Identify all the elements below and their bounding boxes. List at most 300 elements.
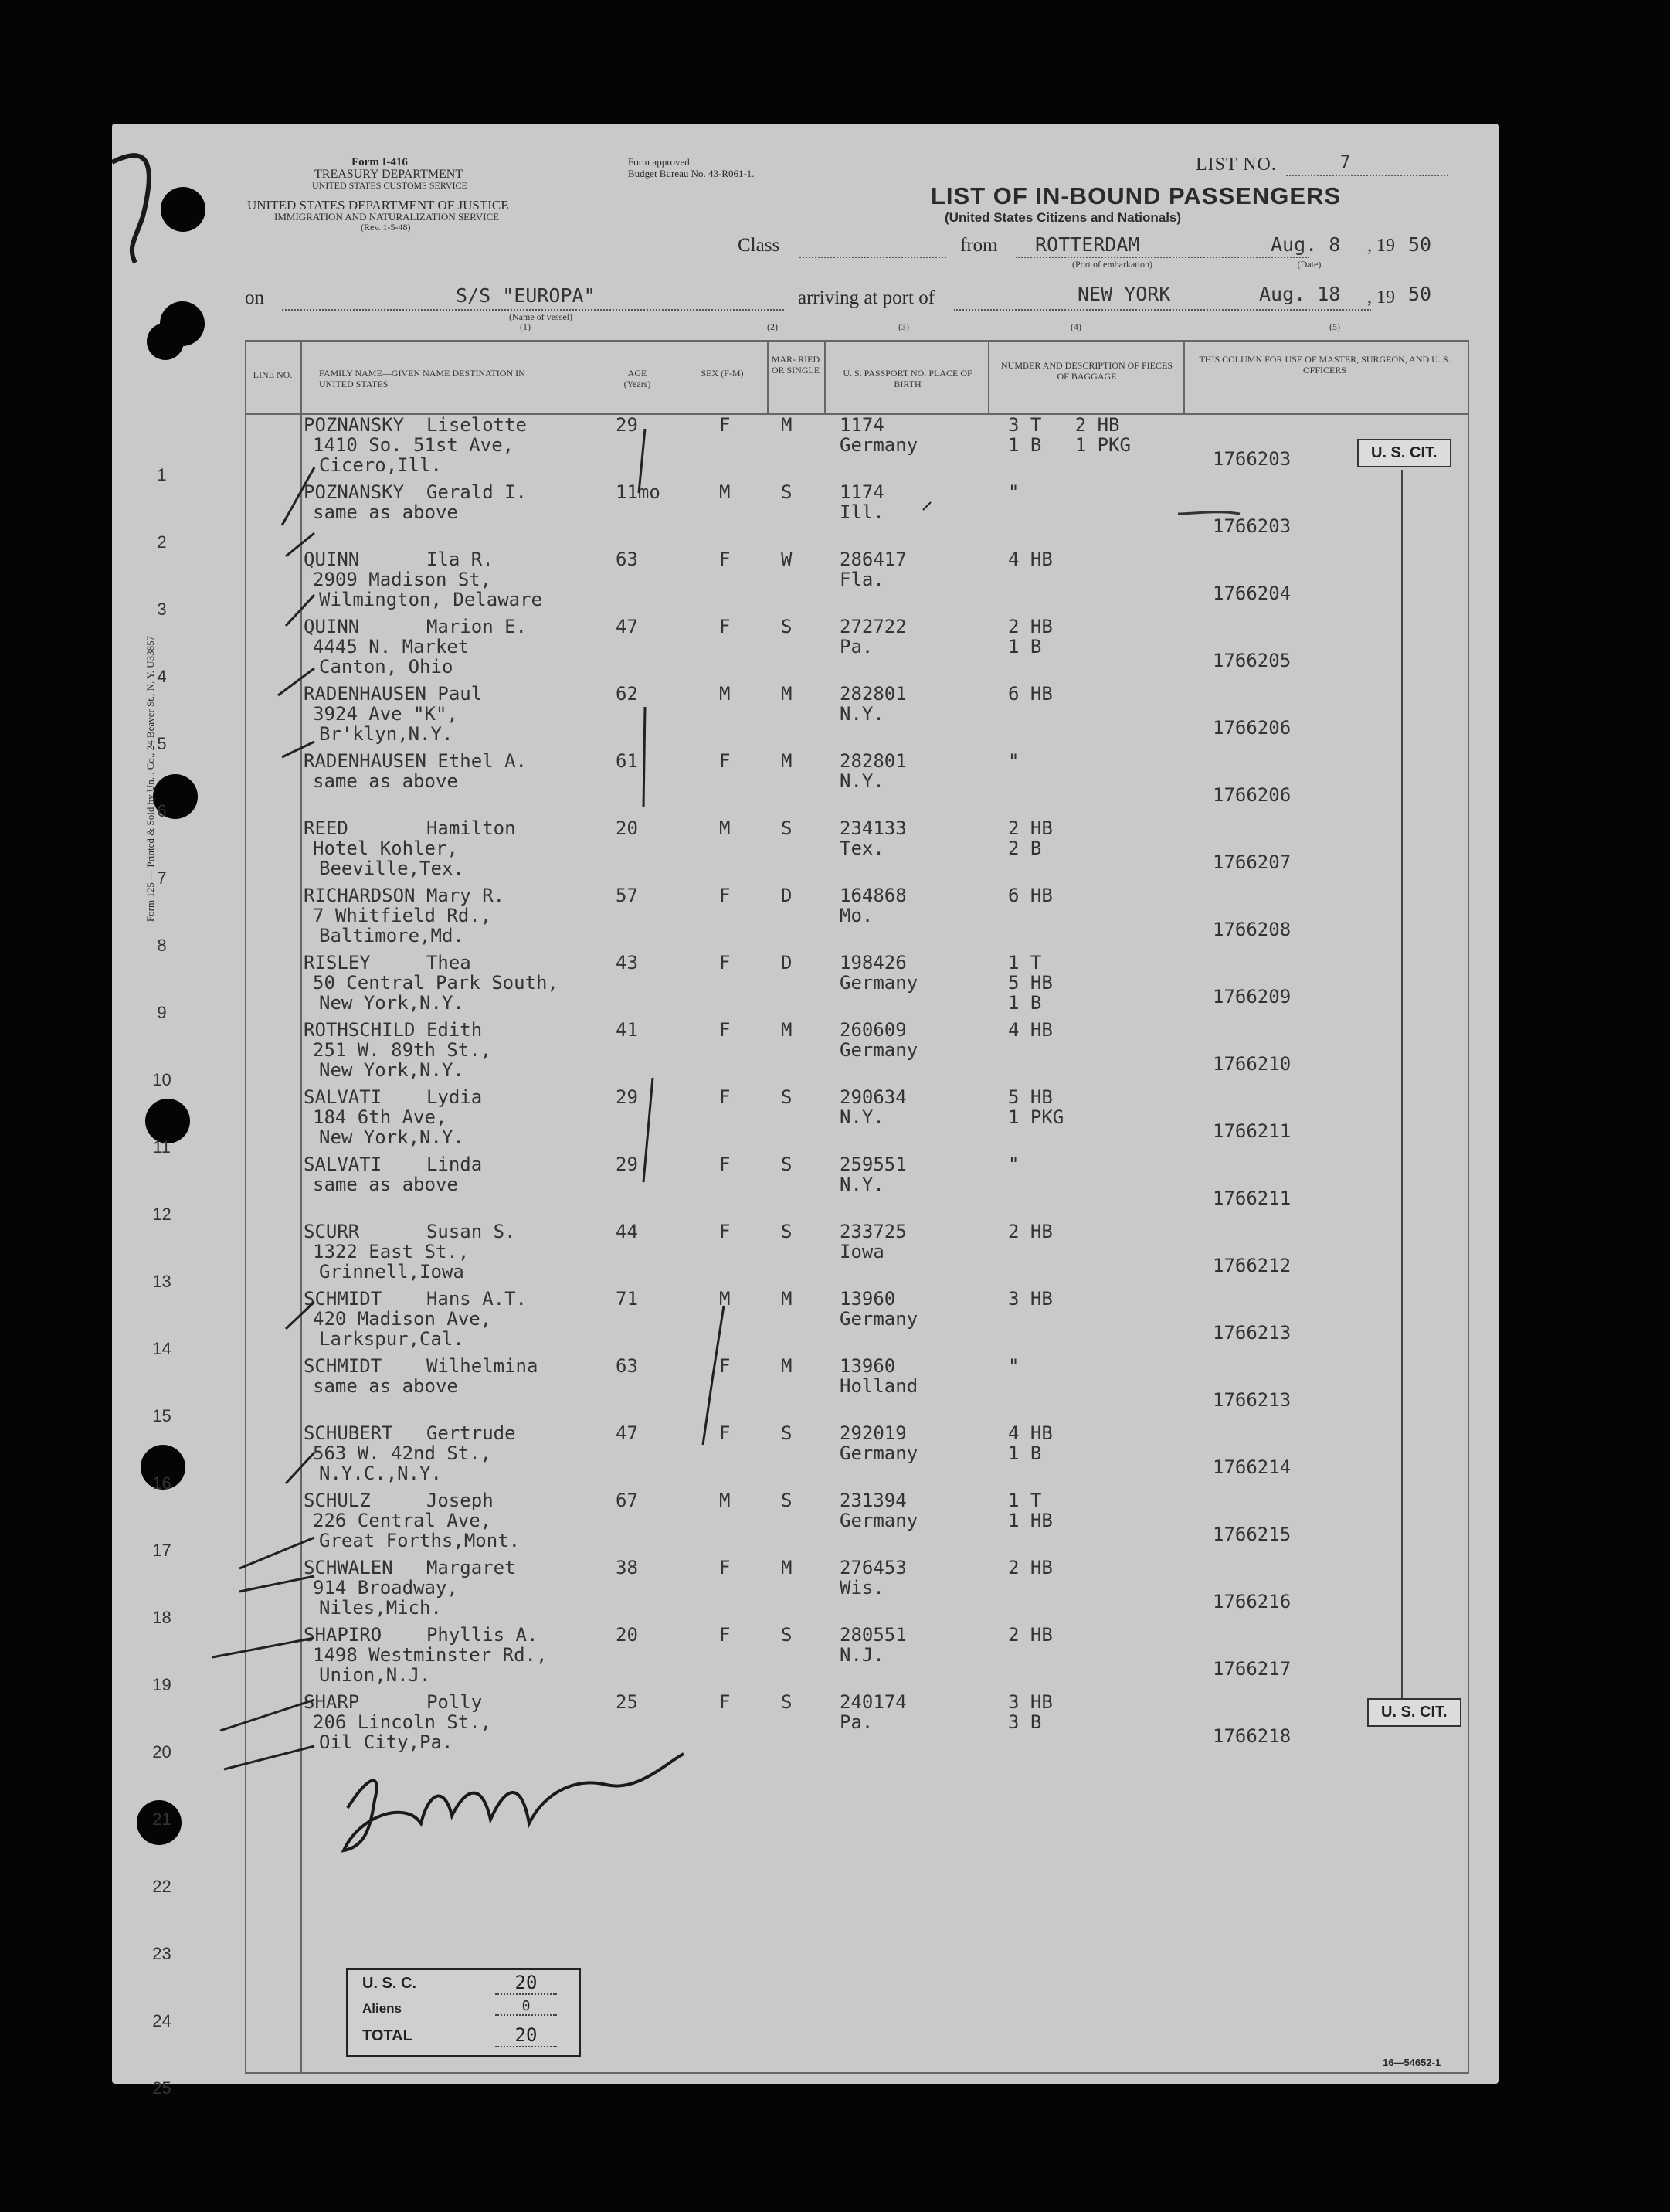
col-header-married: MAR- RIED OR SINGLE <box>771 354 820 375</box>
address-line-1: 3924 Ave "K", <box>313 703 458 725</box>
age: 62 <box>616 683 638 705</box>
line-number: 1 <box>157 465 167 484</box>
baggage-line-1: 2 HB <box>1008 1557 1053 1578</box>
passport-number: 272722 <box>840 616 907 637</box>
passport-number: 164868 <box>840 885 907 906</box>
marital-status: M <box>781 750 793 772</box>
col-header-officers: THIS COLUMN FOR USE OF MASTER, SURGEON, AND U. S. OFFICERS <box>1199 354 1451 375</box>
address-line-2: Wilmington, Delaware <box>319 589 542 610</box>
age: 41 <box>616 1019 638 1041</box>
passenger-name: QUINN Ila R. <box>304 549 494 570</box>
address-line-1: same as above <box>313 1375 458 1397</box>
address-line-2: Baltimore,Md. <box>319 925 464 946</box>
line-number: 22 <box>152 1877 171 1896</box>
baggage-line-2: 1 HB <box>1008 1510 1053 1531</box>
col-divider <box>988 340 989 413</box>
col-header-passport: U. S. PASSPORT NO. PLACE OF BIRTH <box>843 368 972 389</box>
marital-status: S <box>781 1422 793 1444</box>
marital-status: M <box>781 683 793 705</box>
line-number: 7 <box>157 868 167 888</box>
col-divider <box>1183 340 1185 413</box>
passenger-name: SALVATI Linda <box>304 1154 483 1175</box>
officer-number: 1766218 <box>1213 1725 1292 1747</box>
place-of-birth: Germany <box>840 1510 918 1531</box>
address-line-1: 563 W. 42nd St., <box>313 1442 492 1464</box>
sex: F <box>719 750 731 772</box>
officer-number: 1766208 <box>1213 919 1292 940</box>
address-line-1: 206 Lincoln St., <box>313 1711 492 1733</box>
passport-number: 286417 <box>840 549 907 570</box>
passport-number: 282801 <box>840 683 907 705</box>
col-num-1: (1) <box>520 321 531 332</box>
passport-number: 234133 <box>840 817 907 839</box>
line-number: 3 <box>157 600 167 619</box>
address-line-2: New York,N.Y. <box>319 992 464 1014</box>
passport-number: 1174 <box>840 414 884 436</box>
age: 11mo <box>616 481 660 503</box>
officer-number: 1766215 <box>1213 1524 1292 1545</box>
manifest-page <box>112 124 1499 2098</box>
age: 25 <box>616 1691 638 1713</box>
marital-status: W <box>781 549 793 570</box>
sex: M <box>719 481 731 503</box>
place-of-birth: Iowa <box>840 1241 884 1262</box>
form-approved: Form approved. <box>628 156 693 168</box>
passenger-name: SCURR Susan S. <box>304 1221 516 1242</box>
baggage-line-1: 2 HB <box>1008 817 1053 839</box>
age: 71 <box>616 1288 638 1310</box>
officer-number: 1766205 <box>1213 650 1292 671</box>
total-label: TOTAL <box>362 2027 412 2044</box>
address-line-1: same as above <box>313 770 458 792</box>
usc-label: U. S. C. <box>362 1975 417 1992</box>
address-line-1: 226 Central Ave, <box>313 1510 492 1531</box>
col-divider <box>300 340 302 2073</box>
footer-code: 16—54652-1 <box>1383 2057 1441 2068</box>
arriving-label: arriving at port of <box>798 287 935 308</box>
port-of-embarkation: ROTTERDAM <box>1035 233 1140 256</box>
treasury-department: TREASURY DEPARTMENT <box>314 168 463 181</box>
baggage-line-2: 3 B <box>1008 1711 1042 1733</box>
sex: F <box>719 1019 731 1041</box>
embark-caption: (Port of embarkation) <box>1072 259 1152 270</box>
marital-status: S <box>781 817 793 839</box>
place-of-birth: N.Y. <box>840 703 884 725</box>
vessel-name: S/S "EUROPA" <box>456 284 596 307</box>
side-printer-text: Form 125 — Printed & Sold by Un... Co., 24 Beaver St., N. Y. U33857 <box>144 635 156 923</box>
baggage-line-1: 4 HB <box>1008 549 1053 570</box>
passenger-name: RISLEY Thea <box>304 952 471 973</box>
us-citizen-stamp: U. S. CIT. <box>1367 1698 1461 1727</box>
passport-number: 13960 <box>840 1288 896 1310</box>
officer-number: 1766209 <box>1213 986 1292 1007</box>
total-value: 20 <box>495 2024 557 2047</box>
address-line-2: New York,N.Y. <box>319 1126 464 1148</box>
punch-hole <box>147 323 184 360</box>
baggage-line-1: 6 HB <box>1008 885 1053 906</box>
passenger-name: REED Hamilton <box>304 817 516 839</box>
form-number: Form I-416 <box>351 156 408 168</box>
line-number: 24 <box>152 2011 171 2030</box>
sex: F <box>719 1557 731 1578</box>
list-no-value: 7 <box>1340 153 1351 172</box>
place-of-birth: N.Y. <box>840 770 884 792</box>
sex: F <box>719 1422 731 1444</box>
col-num-2: (2) <box>767 321 778 332</box>
usc-value: 20 <box>495 1972 557 1995</box>
table-bottom-rule <box>245 2072 1469 2074</box>
punch-hole <box>161 187 205 232</box>
passport-number: 292019 <box>840 1422 907 1444</box>
embark-year: 50 <box>1408 233 1432 256</box>
sex: F <box>719 414 731 436</box>
address-line-1: 4445 N. Market <box>313 636 470 657</box>
officer-number: 1766203 <box>1213 515 1292 537</box>
date-caption: (Date) <box>1297 259 1322 270</box>
address-line-1: 1322 East St., <box>313 1241 470 1262</box>
from-label: from <box>960 235 998 256</box>
passport-number: 260609 <box>840 1019 907 1041</box>
form-subtitle: (United States Citizens and Nationals) <box>945 210 1182 225</box>
col-header-age: AGE (Years) <box>623 368 651 389</box>
col-divider <box>767 340 769 413</box>
passport-number: 233725 <box>840 1221 907 1242</box>
address-line-1: 7 Whitfield Rd., <box>313 905 492 926</box>
aliens-value: 0 <box>495 1998 557 2016</box>
address-line-1: 50 Central Park South, <box>313 972 558 994</box>
col-header-line: LINE NO. <box>253 369 293 380</box>
marital-status: D <box>781 952 793 973</box>
line-number: 14 <box>152 1339 171 1358</box>
officer-number: 1766207 <box>1213 851 1292 873</box>
passenger-name: RADENHAUSEN Ethel A. <box>304 750 527 772</box>
age: 44 <box>616 1221 638 1242</box>
place-of-birth: N.Y. <box>840 1174 884 1195</box>
revision-date: (Rev. 1-5-48) <box>361 222 411 233</box>
line-number: 17 <box>152 1541 171 1560</box>
address-line-1: 1410 So. 51st Ave, <box>313 434 514 456</box>
col-num-5: (5) <box>1329 321 1340 332</box>
address-line-1: same as above <box>313 501 458 523</box>
budget-bureau: Budget Bureau No. 43-R061-1. <box>628 168 755 179</box>
line-number: 13 <box>152 1272 171 1291</box>
baggage-line-2: 1 B <box>1008 1442 1042 1464</box>
passport-number: 259551 <box>840 1154 907 1175</box>
embark-date: Aug. 8 <box>1271 233 1341 256</box>
sex: F <box>719 549 731 570</box>
address-line-2: Grinnell,Iowa <box>319 1261 464 1283</box>
col-num-3: (3) <box>898 321 909 332</box>
address-line-2: Oil City,Pa. <box>319 1731 453 1753</box>
sex: M <box>719 1288 731 1310</box>
address-line-1: Hotel Kohler, <box>313 838 458 859</box>
address-line-1: 2909 Madison St, <box>313 569 492 590</box>
vessel-caption: (Name of vessel) <box>509 311 572 322</box>
baggage-line-3: 1 B <box>1008 992 1042 1014</box>
place-of-birth: Holland <box>840 1375 918 1397</box>
age: 47 <box>616 616 638 637</box>
arrival-port: NEW YORK <box>1078 283 1171 305</box>
line-number: 10 <box>152 1070 171 1089</box>
place-of-birth: N.J. <box>840 1644 884 1666</box>
address-line-2: Niles,Mich. <box>319 1597 442 1619</box>
address-line-2: Union,N.J. <box>319 1664 431 1686</box>
place-of-birth: Wis. <box>840 1577 884 1599</box>
passport-number: 198426 <box>840 952 907 973</box>
passport-number: 276453 <box>840 1557 907 1578</box>
address-line-2: N.Y.C.,N.Y. <box>319 1463 442 1484</box>
marital-status: M <box>781 1019 793 1041</box>
embark-line <box>1016 257 1309 258</box>
address-line-2: Br'klyn,N.Y. <box>319 723 453 745</box>
list-no-label: LIST NO. <box>1196 155 1277 175</box>
line-number: 12 <box>152 1205 171 1224</box>
place-of-birth: Germany <box>840 1308 918 1330</box>
baggage-line-2: 1 PKG <box>1008 1106 1064 1128</box>
col-divider <box>824 340 826 413</box>
col-header-baggage: NUMBER AND DESCRIPTION OF PIECES OF BAGGAGE <box>1000 360 1173 382</box>
place-of-birth: Tex. <box>840 838 884 859</box>
marital-status: S <box>781 481 793 503</box>
address-line-2: Great Forths,Mont. <box>319 1530 521 1551</box>
line-number: 21 <box>152 1809 171 1829</box>
col-divider <box>245 340 246 2073</box>
immigration-service: IMMIGRATION AND NATURALIZATION SERVICE <box>274 211 500 223</box>
passport-number: 280551 <box>840 1624 907 1646</box>
baggage-line-2: 5 HB <box>1008 972 1053 994</box>
passenger-name: SALVATI Lydia <box>304 1086 483 1108</box>
sex: F <box>719 1355 731 1377</box>
address-line-1: 914 Broadway, <box>313 1577 458 1599</box>
line-number: 23 <box>152 1944 171 1963</box>
officer-number: 1766210 <box>1213 1053 1292 1075</box>
line-number: 15 <box>152 1406 171 1425</box>
form-title: LIST OF IN-BOUND PASSENGERS <box>931 182 1342 209</box>
baggage-line-1: " <box>1008 481 1020 503</box>
age: 63 <box>616 1355 638 1377</box>
passport-number: 290634 <box>840 1086 907 1108</box>
bracket-line <box>1401 470 1403 1698</box>
marital-status: S <box>781 1691 793 1713</box>
sex: F <box>719 952 731 973</box>
passenger-name: QUINN Marion E. <box>304 616 527 637</box>
officer-number: 1766206 <box>1213 717 1292 739</box>
officer-number: 1766204 <box>1213 583 1292 604</box>
baggage-line-2: 1 B 1 PKG <box>1008 434 1131 456</box>
line-number: 6 <box>157 801 167 821</box>
place-of-birth: Germany <box>840 1039 918 1061</box>
address-line-1: 251 W. 89th St., <box>313 1039 492 1061</box>
officer-number: 1766206 <box>1213 784 1292 806</box>
customs-service: UNITED STATES CUSTOMS SERVICE <box>312 180 467 191</box>
place-of-birth: Mo. <box>840 905 874 926</box>
passenger-name: SHARP Polly <box>304 1691 483 1713</box>
class-label: Class <box>738 235 780 256</box>
marital-status: S <box>781 1221 793 1242</box>
address-line-2: Canton, Ohio <box>319 656 453 678</box>
passenger-name: RICHARDSON Mary R. <box>304 885 505 906</box>
officer-number: 1766203 <box>1213 448 1292 470</box>
col-header-sex: SEX (F-M) <box>701 368 744 379</box>
passenger-name: SCHWALEN Margaret <box>304 1557 516 1578</box>
baggage-line-2: 2 B <box>1008 838 1042 859</box>
baggage-line-1: 2 HB <box>1008 616 1053 637</box>
place-of-birth: Pa. <box>840 636 874 657</box>
place-of-birth: Fla. <box>840 569 884 590</box>
line-number: 19 <box>152 1675 171 1694</box>
officer-number: 1766211 <box>1213 1120 1292 1142</box>
aliens-label: Aliens <box>362 2001 402 2016</box>
age: 57 <box>616 885 638 906</box>
arrival-year: 50 <box>1408 283 1432 305</box>
age: 29 <box>616 1154 638 1175</box>
year-prefix: , 19 <box>1367 236 1395 256</box>
baggage-line-1: 6 HB <box>1008 683 1053 705</box>
marital-status: M <box>781 1557 793 1578</box>
baggage-line-1: 1 T <box>1008 952 1042 973</box>
marital-status: S <box>781 1086 793 1108</box>
sex: F <box>719 1624 731 1646</box>
class-line <box>799 257 946 258</box>
marital-status: M <box>781 414 793 436</box>
officer-number: 1766216 <box>1213 1591 1292 1612</box>
baggage-line-1: " <box>1008 750 1020 772</box>
age: 63 <box>616 549 638 570</box>
baggage-line-1: 3 HB <box>1008 1691 1053 1713</box>
age: 43 <box>616 952 638 973</box>
line-number: 5 <box>157 734 167 753</box>
age: 67 <box>616 1490 638 1511</box>
officer-number: 1766217 <box>1213 1658 1292 1680</box>
address-line-2: Larkspur,Cal. <box>319 1328 464 1350</box>
passenger-name: SCHMIDT Hans A.T. <box>304 1288 527 1310</box>
passenger-name: RADENHAUSEN Paul <box>304 683 483 705</box>
place-of-birth: Ill. <box>840 501 884 523</box>
address-line-1: same as above <box>313 1174 458 1195</box>
place-of-birth: Germany <box>840 434 918 456</box>
list-no-line <box>1286 175 1448 176</box>
us-citizen-stamp: U. S. CIT. <box>1357 439 1451 467</box>
sex: F <box>719 1086 731 1108</box>
age: 38 <box>616 1557 638 1578</box>
age: 20 <box>616 1624 638 1646</box>
age: 20 <box>616 817 638 839</box>
passport-number: 1174 <box>840 481 884 503</box>
col-divider <box>1468 340 1469 2073</box>
address-line-2: Cicero,Ill. <box>319 454 442 476</box>
marital-status: M <box>781 1355 793 1377</box>
passenger-name: POZNANSKY Liselotte <box>304 414 527 436</box>
passenger-name: ROTHSCHILD Edith <box>304 1019 483 1041</box>
line-number: 4 <box>157 667 167 686</box>
officer-number: 1766213 <box>1213 1389 1292 1411</box>
baggage-line-1: 1 T <box>1008 1490 1042 1511</box>
officer-number: 1766214 <box>1213 1456 1292 1478</box>
place-of-birth: Pa. <box>840 1711 874 1733</box>
line-number: 25 <box>152 2078 171 2098</box>
sex: F <box>719 1221 731 1242</box>
line-number: 8 <box>157 936 167 955</box>
passenger-name: SHAPIRO Phyllis A. <box>304 1624 538 1646</box>
line-number: 11 <box>153 1137 171 1157</box>
marital-status: D <box>781 885 793 906</box>
year-prefix: , 19 <box>1367 287 1395 308</box>
age: 29 <box>616 414 638 436</box>
address-line-2: Beeville,Tex. <box>319 858 464 879</box>
address-line-1: 184 6th Ave, <box>313 1106 447 1128</box>
vessel-line <box>282 309 784 311</box>
sex: F <box>719 616 731 637</box>
age: 29 <box>616 1086 638 1108</box>
passport-number: 240174 <box>840 1691 907 1713</box>
passport-number: 13960 <box>840 1355 896 1377</box>
sex: F <box>719 1691 731 1713</box>
arrival-line <box>954 309 1371 311</box>
baggage-line-1: 3 HB <box>1008 1288 1053 1310</box>
officer-number: 1766212 <box>1213 1255 1292 1276</box>
address-line-1: 1498 Westminster Rd., <box>313 1644 548 1666</box>
place-of-birth: Germany <box>840 1442 918 1464</box>
baggage-line-1: 3 T 2 HB <box>1008 414 1120 436</box>
line-number: 18 <box>152 1608 171 1627</box>
place-of-birth: N.Y. <box>840 1106 884 1128</box>
line-number: 20 <box>152 1742 171 1762</box>
on-label: on <box>245 287 264 308</box>
marital-status: S <box>781 1154 793 1175</box>
baggage-line-2: 1 B <box>1008 636 1042 657</box>
passport-number: 282801 <box>840 750 907 772</box>
sex: M <box>719 817 731 839</box>
marital-status: S <box>781 1624 793 1646</box>
passenger-name: POZNANSKY Gerald I. <box>304 481 527 503</box>
col-num-4: (4) <box>1071 321 1081 332</box>
age: 61 <box>616 750 638 772</box>
passenger-name: SCHMIDT Wilhelmina <box>304 1355 538 1377</box>
department-of-justice: UNITED STATES DEPARTMENT OF JUSTICE <box>247 198 509 212</box>
baggage-line-1: 5 HB <box>1008 1086 1053 1108</box>
passenger-name: SCHULZ Joseph <box>304 1490 494 1511</box>
officer-number: 1766211 <box>1213 1188 1292 1209</box>
sex: F <box>719 1154 731 1175</box>
line-number: 16 <box>152 1473 171 1493</box>
marital-status: M <box>781 1288 793 1310</box>
line-number: 9 <box>157 1003 167 1022</box>
col-header-name: FAMILY NAME—GIVEN NAME DESTINATION IN UNITED STATES <box>319 368 525 389</box>
officer-number: 1766213 <box>1213 1322 1292 1344</box>
sex: M <box>719 683 731 705</box>
baggage-line-1: " <box>1008 1355 1020 1377</box>
address-line-1: 420 Madison Ave, <box>313 1308 492 1330</box>
place-of-birth: Germany <box>840 972 918 994</box>
passport-number: 231394 <box>840 1490 907 1511</box>
totals-box <box>346 1968 581 2057</box>
address-line-2: New York,N.Y. <box>319 1059 464 1081</box>
sex: F <box>719 885 731 906</box>
marital-status: S <box>781 1490 793 1511</box>
age: 47 <box>616 1422 638 1444</box>
baggage-line-1: 2 HB <box>1008 1624 1053 1646</box>
line-number: 2 <box>157 532 167 552</box>
baggage-line-1: 2 HB <box>1008 1221 1053 1242</box>
baggage-line-1: " <box>1008 1154 1020 1175</box>
table-top-rule <box>245 340 1469 342</box>
passenger-name: SCHUBERT Gertrude <box>304 1422 516 1444</box>
arrival-date: Aug. 18 <box>1259 283 1341 305</box>
marital-status: S <box>781 616 793 637</box>
baggage-line-1: 4 HB <box>1008 1422 1053 1444</box>
sex: M <box>719 1490 731 1511</box>
baggage-line-1: 4 HB <box>1008 1019 1053 1041</box>
